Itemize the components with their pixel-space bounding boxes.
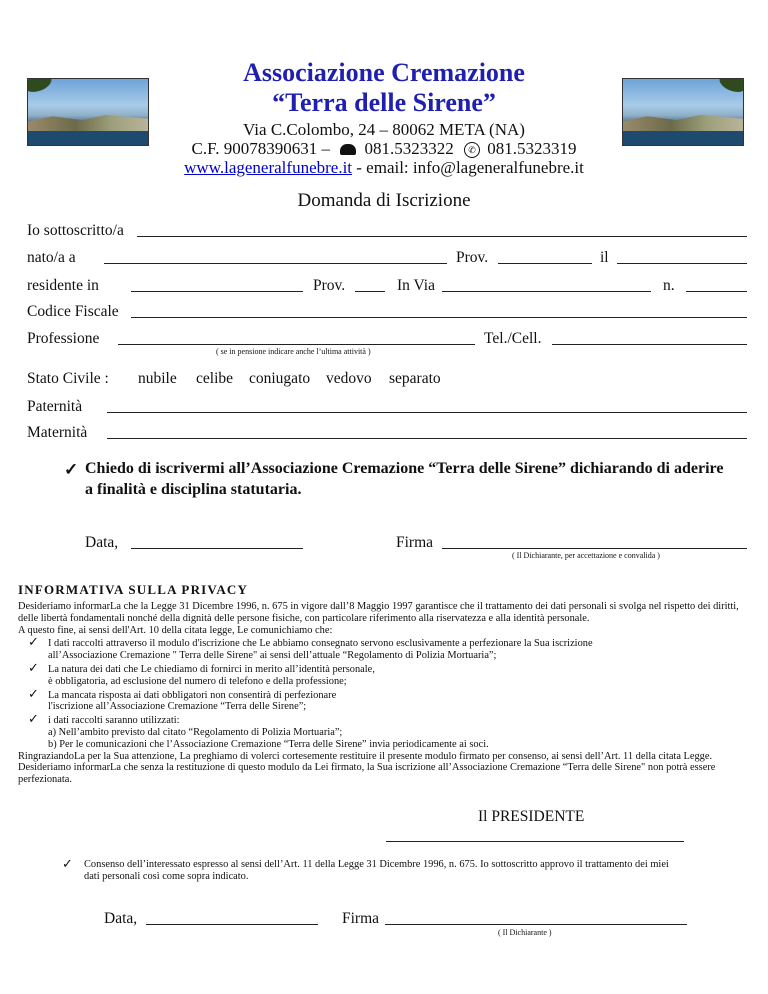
privacy-bullet-3-cont: l'iscrizione all’Associazione Cremazione “Terra delle Sirene”;: [48, 701, 307, 713]
prov-label-1: Prov.: [456, 249, 489, 266]
privacy-bullet-2: ✓ La natura dei dati che Le chiediamo di fornirci in merito all’identità personale,: [28, 659, 375, 675]
prov-label-2: Prov.: [313, 277, 346, 294]
consent-line2: dati personali così come sopra indicato.: [84, 871, 249, 882]
tel-label: Tel./Cell.: [484, 330, 542, 347]
tel-field[interactable]: [552, 344, 747, 345]
paternita-field[interactable]: [107, 412, 747, 413]
check-icon: ✓: [28, 711, 39, 727]
fax-icon: ✆: [464, 142, 480, 158]
codice-fiscale-label: Codice Fiscale: [27, 303, 119, 320]
option-nubile[interactable]: nubile: [138, 370, 177, 387]
privacy-heading: INFORMATIVA SULLA PRIVACY: [18, 582, 249, 597]
maternita-field[interactable]: [107, 438, 747, 439]
privacy-paragraph-3: RingraziandoLa per la Sua attenzione, La preghiamo di volerci cortesemente restituire il presente modulo firmato per consenso, ai sensi dell’Art. 11 della citata Legge.: [18, 750, 713, 762]
nato-label: nato/a a: [27, 249, 76, 266]
privacy-bullet-4-b: b) Per le comunicazioni che l’Associazione Cremazione “Terra delle Sirene” invia periodicamente ai soci.: [48, 738, 489, 750]
contact-line: [0, 139, 768, 159]
maternita-label: Maternità: [27, 424, 88, 441]
consent-check-icon: ✓: [62, 856, 73, 871]
privacy-bullet-4-a: a) Nell’ambito previsto dal citato “Regolamento di Polizia Mortuaria”;: [48, 726, 343, 738]
consent-line1: Consenso dell’interessato espresso al sensi dell’Art. 11 della Legge 31 Dicembre 1996, n. 675. Io sottoscritto approvo il trattamento dei miei: [84, 859, 669, 870]
privacy-bullet-4: ✓ i dati raccolti saranno utilizzati:: [28, 711, 180, 727]
check-icon: ✓: [28, 659, 39, 675]
option-coniugato[interactable]: coniugato: [249, 370, 311, 387]
web-line: [0, 158, 768, 178]
privacy-paragraph-2: A questo fine, ai sensi dell'Art. 10 della citata legge, Le comunichiamo che:: [18, 624, 333, 636]
option-celibe[interactable]: celibe: [196, 370, 234, 387]
website-link[interactable]: www.lageneralfunebre.it: [184, 158, 353, 177]
firma-label-2: Firma: [342, 910, 380, 927]
form-heading: Domanda di Iscrizione: [297, 190, 471, 211]
cf-text: C.F. 90078390631 –: [191, 139, 330, 158]
request-check-icon: ✓: [64, 460, 79, 479]
residente-field[interactable]: [131, 291, 303, 292]
privacy-text: [18, 601, 746, 786]
option-separato[interactable]: separato: [389, 370, 441, 387]
date-of-birth-field[interactable]: [617, 263, 747, 264]
data-label-2: Data,: [104, 910, 138, 927]
association-title-line2: “Terra delle Sirene”: [272, 88, 496, 117]
io-sottoscritto-label: Io sottoscritto/a: [27, 222, 124, 239]
data-label: Data,: [85, 534, 119, 551]
president-label: Il PRESIDENTE: [478, 808, 585, 825]
check-icon: ✓: [28, 685, 39, 701]
president-signature-line[interactable]: [386, 841, 684, 842]
address: Via C.Colombo, 24 – 80062 META (NA): [243, 120, 525, 139]
request-statement-line1: Chiedo di iscrivermi all’Associazione Cremazione “Terra delle Sirene” dichiarando di aderire: [85, 460, 724, 477]
firma-field[interactable]: [442, 548, 747, 549]
numero-field[interactable]: [686, 291, 747, 292]
firma-field-2[interactable]: [385, 924, 687, 925]
professione-label: Professione: [27, 330, 100, 347]
request-statement-line2: a finalità e disciplina statutaria.: [85, 481, 302, 498]
firma-label: Firma: [396, 534, 434, 551]
numero-label: n.: [663, 277, 675, 294]
io-sottoscritto-field[interactable]: [137, 236, 747, 237]
residente-label: residente in: [27, 277, 99, 294]
phone-icon: [340, 144, 356, 155]
prov-field-2[interactable]: [355, 291, 385, 292]
privacy-bullet-1-cont: all’Associazione Cremazione " Terra delle Sirene" ai sensi dell’attuale “Regolamento di Polizia Mortuaria”;: [48, 650, 497, 662]
privacy-bullet-1: ✓ I dati raccolti attraverso il modulo d'iscrizione che Le abbiamo consegnato servono esclusivamente a perfezionare la Sua iscrizione: [28, 634, 593, 650]
data-field[interactable]: [131, 548, 303, 549]
privacy-bullet-3: ✓ La mancata risposta ai dati obbligatori non consentirà di perfezionare: [28, 685, 337, 701]
paternita-label: Paternità: [27, 398, 83, 415]
check-icon: ✓: [28, 634, 39, 650]
data-field-2[interactable]: [146, 924, 318, 925]
codice-fiscale-field[interactable]: [131, 317, 747, 318]
professione-field[interactable]: [118, 344, 475, 345]
firma-note-2: ( Il Dichiarante ): [498, 928, 552, 937]
option-vedovo[interactable]: vedovo: [326, 370, 372, 387]
firma-note: ( Il Dichiarante, per accettazione e convalida ): [512, 551, 660, 560]
il-label: il: [600, 249, 609, 266]
privacy-bullet-2-cont: è obbligatoria, ad esclusione del numero di telefono e della professione;: [48, 675, 347, 687]
email-text: - email: info@lageneralfunebre.it: [352, 158, 584, 177]
prov-field-1[interactable]: [498, 263, 592, 264]
nato-field[interactable]: [104, 263, 447, 264]
via-label: In Via: [397, 277, 435, 294]
via-field[interactable]: [442, 291, 651, 292]
association-title-line1: Associazione Cremazione: [243, 58, 525, 87]
privacy-paragraph-4: Desideriamo informarLa che senza la restituzione di questo modulo da Lei firmato, la Sua iscrizione all’Associazione Cremazione “Terra delle Sirene" non potrà essere perfezionata.: [18, 762, 716, 786]
pensione-note: ( se in pensione indicare anche l’ultima attività ): [216, 347, 371, 356]
stato-civile-label: Stato Civile :: [27, 370, 109, 387]
phone-number: 081.5323322: [364, 139, 454, 158]
privacy-paragraph-1: Desideriamo informarLa che la Legge 31 Dicembre 1996, n. 675 in vigore dall’8 Maggio 1997 garantisce che il trattamento dei dati personali si svolga nel rispetto dei diritti, delle libertà fondamentali nonché della dignità delle persone fisiche, con particolare riferimento alla riservatezza e alla identità personale.: [18, 601, 739, 624]
fax-number: 081.5323319: [487, 139, 577, 158]
